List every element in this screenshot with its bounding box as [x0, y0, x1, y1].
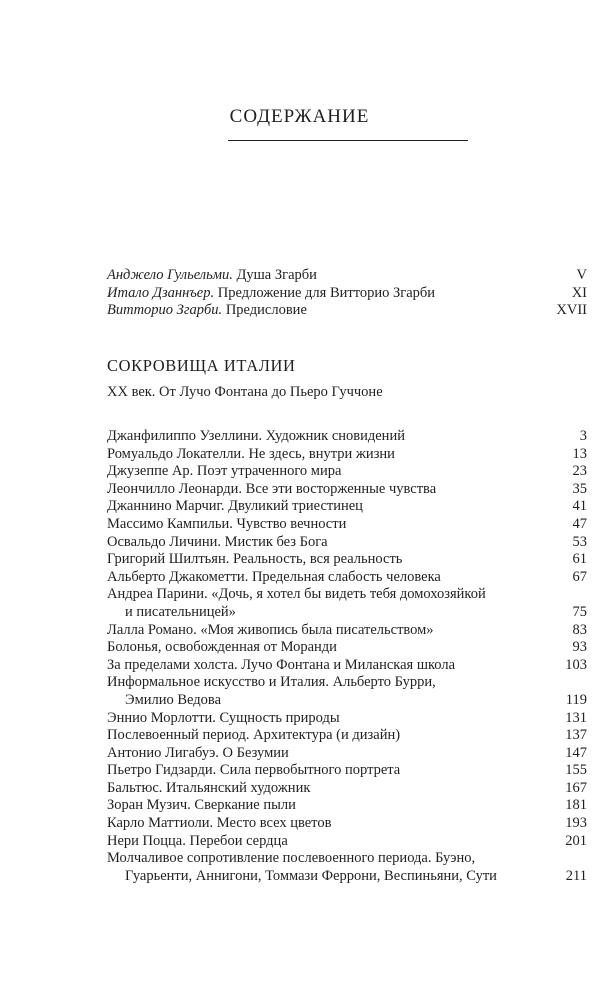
entry-title: Джузеппе Ар. Поэт утраченного мира	[107, 463, 342, 480]
entry-page-number: 167	[565, 779, 587, 796]
entry-title: Лалла Романо. «Моя живопись была писательством»	[107, 621, 434, 638]
preface-entry	[107, 285, 587, 303]
toc-entry	[107, 850, 587, 885]
entry-page-number: 3	[579, 428, 587, 444]
toc-entry	[107, 446, 587, 464]
entry-title: Джанфилиппо Узеллини. Художник сновидений	[107, 428, 405, 444]
page-title: СОДЕРЖАНИЕ	[229, 106, 370, 127]
entry-page-number: 41	[572, 498, 587, 515]
toc-entry	[107, 569, 587, 587]
entry-title: Нери Поцца. Перебои сердца	[107, 832, 288, 849]
entry-title: Душа Згарби	[236, 267, 317, 283]
entry-title: За пределами холста. Лучо Фонтана и Миланская школа	[107, 656, 456, 673]
entry-page-number: 53	[572, 533, 587, 550]
entry-title: Леончилло Леонарди. Все эти восторженные чувства	[107, 480, 437, 497]
entry-page-number: 155	[565, 762, 587, 779]
entry-title: Джаннино Марчиг. Двуликий триестинец	[107, 498, 363, 515]
toc-entry	[107, 481, 587, 499]
toc-entry	[107, 762, 587, 780]
entry-title: Эннио Морлотти. Сущность природы	[107, 709, 340, 726]
toc-entry	[107, 797, 587, 815]
entry-page-number: 211	[565, 867, 587, 884]
section-title: СОКРОВИЩА ИТАЛИИ	[107, 356, 296, 375]
entry-title: Карло Маттиоли. Место всех цветов	[107, 815, 332, 832]
entry-title-continued: Эмилио Ведова	[125, 691, 222, 708]
entry-page-number: 13	[572, 445, 587, 462]
entry-page-number: 75	[572, 603, 587, 620]
entry-title: Предложение для Витторио Згарби	[217, 284, 436, 301]
entry-page-number: 119	[565, 691, 587, 708]
entry-title: Молчаливое сопротивление послевоенного периода. Буэно,	[107, 850, 476, 867]
toc-entry	[107, 657, 587, 675]
entry-title: Послевоенный период. Архитектура (и дизайн)	[107, 727, 401, 744]
entry-page-number: 131	[565, 709, 587, 726]
entry-page-number: 147	[565, 744, 587, 761]
toc-entry	[107, 639, 587, 657]
entry-page-number: 103	[565, 656, 587, 673]
toc-entry	[107, 833, 587, 851]
entry-title: Освальдо Личини. Мистик без Бога	[107, 533, 328, 550]
toc-entry	[107, 815, 587, 833]
toc-entry	[107, 727, 587, 745]
entry-page-number: 67	[572, 568, 587, 585]
entry-title: Пьетро Гидзарди. Сила первобытного портрета	[107, 762, 401, 779]
entry-page-number: 23	[572, 463, 587, 480]
entry-title: Антонио Лигабуэ. О Безумии	[107, 744, 289, 761]
entry-page-number: XI	[571, 284, 587, 301]
entry-page-number: 47	[572, 515, 587, 532]
preface-entry	[107, 302, 587, 320]
toc-entry	[107, 622, 587, 640]
toc-entry	[107, 586, 587, 621]
preface-list	[107, 267, 587, 320]
entry-title: Информальное искусство и Италия. Альберто Бурри,	[107, 674, 436, 691]
toc-entry	[107, 463, 587, 481]
entry-title: Бальтюс. Итальянский художник	[107, 779, 311, 796]
toc-entry	[107, 551, 587, 569]
entry-page-number: 137	[565, 727, 587, 744]
toc-entry	[107, 674, 587, 709]
toc-entry	[107, 745, 587, 763]
entry-title: Предисловие	[225, 302, 307, 319]
entry-page-number: XVII	[556, 302, 587, 319]
preface-entry	[107, 267, 587, 285]
entry-author: Анджело Гульельми.	[107, 267, 233, 283]
toc-entry	[107, 710, 587, 728]
entry-title: Андреа Парини. «Дочь, я хотел бы видеть тебя домохозяйкой	[107, 586, 486, 603]
entry-page-number: V	[576, 267, 587, 283]
entry-title-continued: и писательницей»	[125, 603, 236, 620]
toc-entry	[107, 498, 587, 516]
toc-entry	[107, 428, 587, 446]
entry-title: Массимо Кампильи. Чувство вечности	[107, 515, 347, 532]
entry-title: Альберто Джакометти. Предельная слабость человека	[107, 568, 441, 585]
toc-entry	[107, 516, 587, 534]
entry-author: Итало Дзаннъер.	[107, 284, 215, 301]
entry-title: Зоран Музич. Сверкание пыли	[107, 797, 296, 814]
entry-title: Григорий Шилтьян. Реальность, вся реальность	[107, 551, 403, 568]
entry-page-number: 83	[572, 621, 587, 638]
entry-author: Витторио Згарби.	[107, 302, 223, 319]
entry-page-number: 181	[565, 797, 587, 814]
toc-entry	[107, 534, 587, 552]
section-subtitle: XX век. От Лучо Фонтана до Пьеро Гуччоне	[107, 384, 383, 400]
entry-title: Болонья, освобожденная от Моранди	[107, 639, 337, 656]
entry-page-number: 35	[572, 480, 587, 497]
entry-page-number: 93	[572, 639, 587, 656]
entry-title-continued: Гуарьенти, Аннигони, Томмази Феррони, Веспиньяни, Сути	[125, 867, 497, 884]
entry-page-number: 201	[565, 832, 587, 849]
entry-title: Ромуальдо Локателли. Не здесь, внутри жизни	[107, 445, 395, 462]
title-divider	[228, 140, 468, 141]
toc-entry	[107, 780, 587, 798]
entry-page-number: 61	[572, 551, 587, 568]
contents-list	[107, 428, 587, 885]
entry-page-number: 193	[565, 815, 587, 832]
